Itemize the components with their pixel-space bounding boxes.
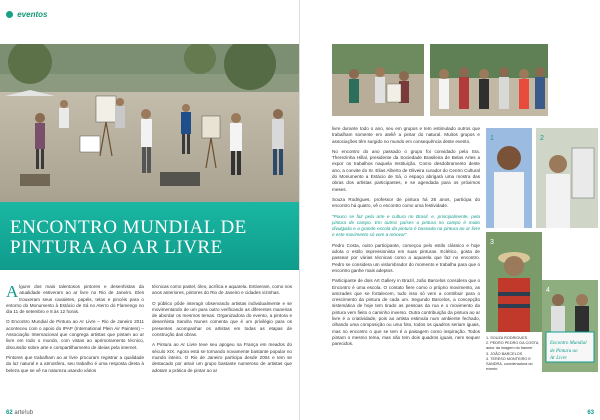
svg-text:3: 3 — [490, 239, 494, 246]
page-number-left: 62 — [6, 410, 13, 416]
right-col-p3: Souza Rodrigues, professor de pintura há 28 anos, participa do encontro há quatro, vê o encontro como uma festividade. — [332, 196, 480, 209]
caption-3: 3. JOÃO BARCELOS — [486, 351, 523, 356]
svg-text:Ar Livre: Ar Livre — [550, 356, 567, 361]
photo-lineup-scene — [430, 44, 548, 116]
left-col2-p1: técnicas como pastel, óleo, acrílica e aquarela. Estiveram, como nos anos anteriores, pintores do Rio de Janeiro e cidades vizinhas. — [152, 284, 292, 296]
photo-tereso-sandra — [542, 280, 598, 372]
caption-2: 2. PEDRO PEDRO DA COSTA, autor da imagem do banner — [486, 341, 540, 351]
right-page — [300, 0, 600, 420]
left-col1-p2: O Encontro Mundial de Pintura ao Ar Livre – Rio de Janeiro 2011 aconteceu com o apoio do IPAP (International Plein Air Painters) – Associação Internacional que congrega artistas que pintam ao ar livre em todo o mundo, com vistas ao aprimoramento técnico, discussão sobre arte e compartilhamento de ideias pela internet. — [6, 319, 144, 350]
left-column-1 — [6, 284, 144, 378]
left-col2-p2: O público pôde interagir observando artistas individualmente e se movimentando de um para outro verificando as diferentes maneiras de abordar os mesmos temas. Organizadora do evento, a pintora e desenhista Sandra Nunes comenta que é um privilégio para os presentes acompanhar os artistas em todas as etapas de construção das obras. — [152, 300, 292, 338]
section-label: eventos — [17, 10, 48, 19]
photo-group-scene — [332, 44, 424, 116]
right-col-p5: Participante de dois Art Gallery in Brazil, João Barcelos considera que o Encontro é uma escola. O contato fiere como o próprio movimento, as amizades que se fortalecem, tudo isso só vem a contribuir para o crescimento da pintura de cada um. Segundo Barcelos, a concepção sistemática de hoje tem tirado as pessoas da rua e o movimento da pintura vem fieito o caminho inverso. Outra contribuição da pintura ao ar livre é a criatividade, pois ao artista estimula num ambiente fechado, olhando uma composição ou uma foto, todos os quadros seriam iguais, mas no encontro o que se tem é a paisagem como inspiração. Todos pintam o mesmo tema, mas não tem dois quadros iguais, nem sequer parecidos. — [332, 278, 480, 347]
painters-scene — [0, 44, 300, 202]
article-title-line1: ENCONTRO MUNDIAL DE — [10, 217, 247, 238]
photo-pedro-costa — [536, 128, 598, 228]
portrait-2 — [536, 128, 598, 228]
dropcap: A — [6, 282, 19, 301]
brand-left: arte!ub — [14, 410, 34, 416]
left-col1-p3: Pintores que trabalham ao ar livre procuram registrar a qualidade da luz natural e a atmosfera, seu trabalho é uma resposta direta à beleza que se vê na natureza usando vários — [6, 354, 144, 373]
photo-painters-group — [332, 44, 424, 116]
photo-souza-rodrigues — [486, 128, 532, 228]
photo-artists-lineup — [430, 44, 548, 116]
photo-joao-barcelos — [486, 232, 542, 332]
right-col-p1: livre durante todo o ano, seu em grupos e tem estimulado outros que trabalham somente em ateliê a pintar do natural. Muitos grupos e associações têm surgido no mundo em consequência deste evento. — [332, 126, 480, 144]
banner-text-line: Encontro Mundial — [550, 341, 587, 346]
right-col-quote: "Pouco se faz pela arte e cultura no Brasil, e, principalmente, pela pintura de campo. Em outros países a pintura no campo é muito divulgada e a grande escola da pintura é baseada na pintura ao ar livre e este movimento só vem a renovar". — [332, 213, 480, 238]
svg-text:de Pintura ao: de Pintura ao — [550, 349, 578, 354]
right-col-p4: Pedro Costa, outro participante, começou pelo estilo clássico e hoje adota o estilo impressionista em suas pinturas. Eclético, gosta de passear por várias técnicas como a aquarela que faz no encontro. Pedro se considera um vislumbrador do momento e trabalha para que o encontro ganhe mais adeptos. — [332, 242, 480, 273]
right-col-p2: No encontro do ano passado o grupo foi convidado pela Sra. Therezinha Hillal, presidente da Sociedade Brasileira de Belas Artes a expor os trabalhos naquela Instituição. Como desdobramento deste ano, a convite do Sr. Elias Alberto de Oliveira curador do Centro Cultural do Monumento a Estácio de Sá, o espaço abrigará uma mostra das obras dos artistas participantes, e se agendada para os próximos meses. — [332, 148, 480, 192]
left-col2-p3: A Pintura ao Ar Livre teve seu apogeu na França em meados do século XIX. Agora está se tornando novamente bastante popular no mundo inteiro. O Rio de Janeiro participa desde 2004 e tem se destacado por atrair um grupo bastante numeroso de artistas que adotam a prática de pintar ao ar — [152, 342, 292, 373]
svg-text:4: 4 — [546, 287, 550, 294]
left-col1-p1: lguns dos mais talentosos pintores e desenhistas da atualidade estiveram ao ar livre no Rio de Janeiro. Eles trouxeram seus cavaletes, papéis, telas e pincéis para o entorno do Monumento à Estácio de Sá no Aterro do Flamengo no dia 11 de setembro e 8 às 12 horas. — [6, 284, 144, 315]
caption-4: 4. TERESO MONTEIRO E SANDRA, coordenadora do evento — [486, 356, 533, 372]
article-title — [10, 218, 300, 258]
captions — [486, 336, 540, 372]
right-column — [332, 126, 480, 352]
svg-text:2: 2 — [540, 135, 544, 142]
section-tag — [6, 10, 47, 19]
folio-right — [587, 410, 594, 416]
main-photo-painters — [0, 44, 300, 202]
portrait-3 — [486, 232, 542, 332]
caption-1: 1. SOUZA RODRIGUES — [486, 336, 528, 340]
portrait-1 — [486, 128, 532, 228]
left-column-2 — [152, 284, 292, 378]
folio-left — [6, 410, 33, 416]
portrait-4 — [542, 280, 598, 372]
article-title-line2: PINTURA AO AR LIVRE — [10, 237, 223, 258]
svg-text:1: 1 — [490, 135, 494, 142]
section-dot-icon — [6, 11, 13, 18]
page-number-right: 63 — [587, 410, 594, 416]
